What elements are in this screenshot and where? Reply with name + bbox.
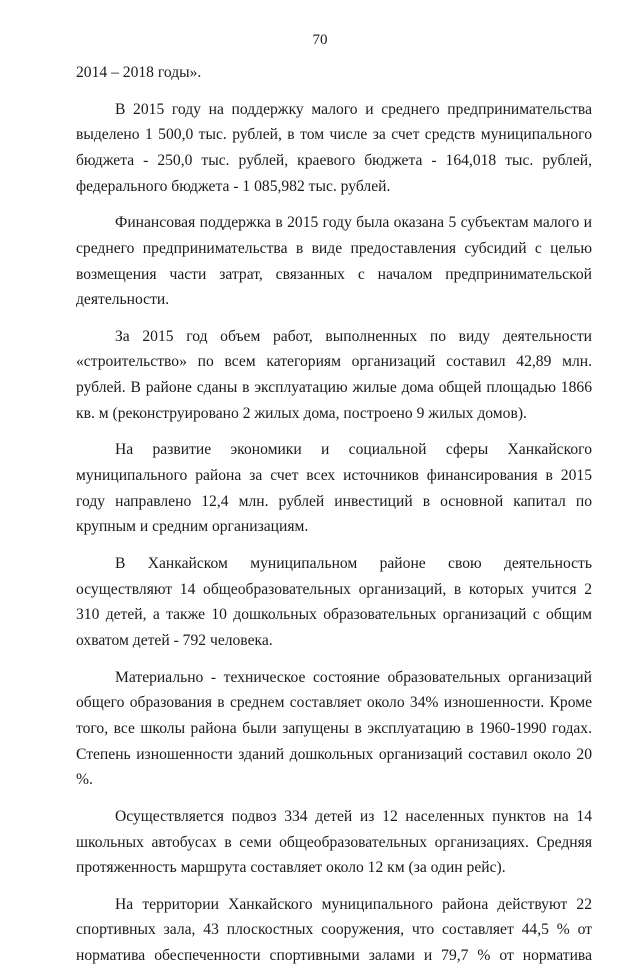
paragraph-investments: На развитие экономики и социальной сферы Ханкайского муниципального района за счет всех источников финансирования в 2015 году направлено 12,4 млн. рублей инвестиций в основной капитал по крупным и средним организациям. (76, 441, 592, 536)
paragraph-construction: За 2015 год объем работ, выполненных по виду деятельности «строительство» по всем категориям организаций составил 42,89 млн. рублей. В районе сданы в эксплуатацию жилые дома общей площадью 1866 кв. м (реконструировано 2 жилых дома, построено 9 жилых домов). (76, 327, 592, 422)
paragraph-school-condition: Материально - техническое состояние образовательных организаций общего образования в среднем составляет около 34% изношенности. Кроме того, все школы района были запущены в эксплуатацию в 1960-1990 годах. Степень изношенности зданий дошкольных организаций составил около 20 %. (76, 668, 592, 789)
paragraph-sports-facilities: На территории Ханкайского муниципального района действуют 22 спортивных зала, 43 плоскостных сооружения, что составляет 44,5 % от норматива обеспеченности спортивными залами и 79,7 % от норматива (76, 895, 592, 965)
paragraph-sme-support-funding: В 2015 году на поддержку малого и среднего предпринимательства выделено 1 500,0 тыс. рублей, в том числе за счет средств муниципального бюджета - 250,0 тыс. рублей, краевого бюджета - 164,018 тыс. рублей, федерального бюджета - 1 085,982 тыс. рублей. (76, 100, 592, 195)
body-text (76, 60, 592, 980)
paragraph-continuation: 2014 – 2018 годы». (76, 64, 202, 81)
paragraph-financial-support: Финансовая поддержка в 2015 году была оказана 5 субъектам малого и среднего предпринимательства в виде предоставления субсидий с целью возмещения части затрат, связанных с началом предпринимательской деятельности. (76, 214, 592, 309)
paragraph-education-organizations: В Ханкайском муниципальном районе свою деятельность осуществляют 14 общеобразовательных организаций, в которых учится 2 310 детей, а также 10 дошкольных образовательных организаций с общим охватом детей - 792 человека. (76, 554, 592, 650)
paragraph-school-transport: Осуществляется подвоз 334 детей из 12 населенных пунктов на 14 школьных автобусах в семи общеобразовательных организациях. Средняя протяженность маршрута составляет около 12 км (за один рейс). (76, 807, 592, 877)
page-number: 70 (312, 32, 328, 48)
